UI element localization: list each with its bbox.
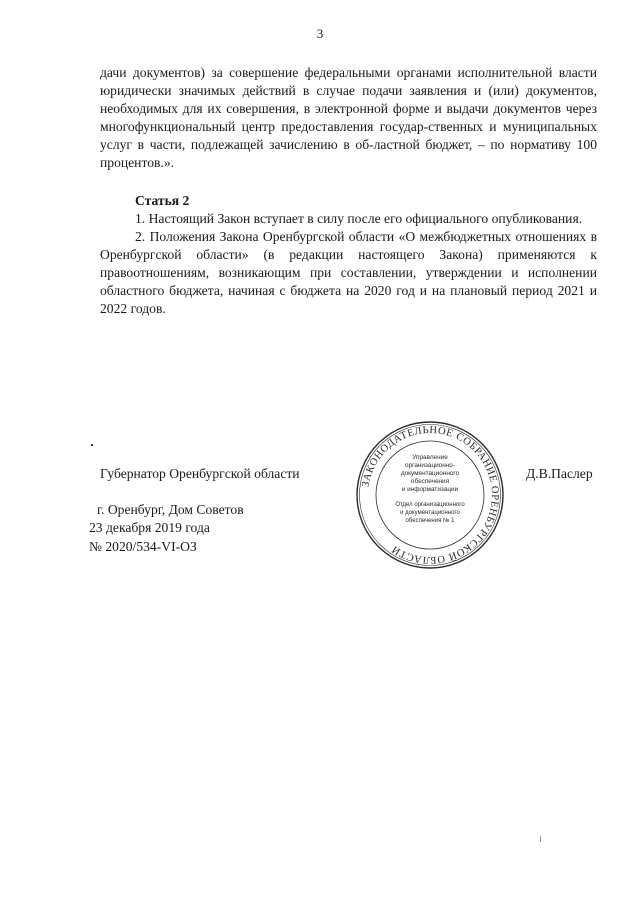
- continued-paragraph: дачи документов) за совершение федеральными органами исполнительной власти юридически значимых действий в случае подачи заявления и (или) документов, необходимых для их совершения, в электронной форме и выдачи документов через многофункциональный центр предоставления государ-ственных и муниципальных услуг в части, подлежащей зачислению в об-ластной бюджет, – по нормативу 100 процентов.».: [100, 65, 597, 170]
- seal-line: обеспечения № 1: [405, 518, 455, 524]
- seal-ring-text: ЗАКОНОДАТЕЛЬНОЕ СОБРАНИЕ ОРЕНБУРГСКОЙ ОБЛАСТИ: [360, 424, 501, 566]
- signatory-position: Губернатор Оренбургской области: [100, 466, 300, 481]
- article-item-1: 1. Настоящий Закон вступает в силу после его официального опубликования.: [135, 211, 583, 226]
- document-body: [100, 64, 597, 318]
- law-number: № 2020/534-VI-ОЗ: [89, 539, 197, 554]
- official-seal: [355, 420, 505, 570]
- svg-text:ЗАКОНОДАТЕЛЬНОЕ СОБРАНИЕ ОРЕНБ: [361, 425, 501, 565]
- seal-line: обеспечения: [410, 478, 450, 485]
- page-number: 3: [316, 26, 324, 41]
- seal-line: и информатизации: [401, 486, 459, 493]
- signatory-name: Д.В.Паслер: [526, 466, 593, 481]
- seal-line: Управление: [412, 454, 448, 461]
- stray-mark: [91, 444, 93, 446]
- seal-line: и документационного: [400, 510, 460, 516]
- seal-line: Отдел организационного: [395, 502, 465, 508]
- signing-date: 23 декабря 2019 года: [89, 520, 210, 535]
- signing-place: г. Оренбург, Дом Советов: [97, 502, 244, 517]
- article-heading: Статья 2: [135, 193, 190, 208]
- seal-line: документационного: [400, 470, 460, 477]
- scan-mark: [540, 836, 541, 842]
- seal-line: организационно-: [405, 462, 455, 469]
- article-item-2: 2. Положения Закона Оренбургской области «О межбюджетных отношениях в Оренбургской области» (в редакции настоящего Закона) применяются к правоотношениям, возникающим при составлении, утверждении и исполнении областного бюджета, начиная с бюджета на 2020 год и на плановый период 2021 и 2022 годов.: [100, 229, 597, 316]
